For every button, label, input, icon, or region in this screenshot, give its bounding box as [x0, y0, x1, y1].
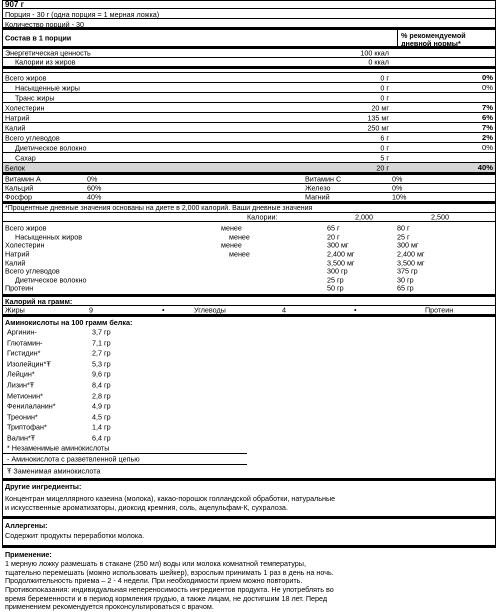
daily-value-2000: 65 г — [327, 223, 340, 233]
calories-row — [3, 213, 495, 222]
vitamin-value: 0% — [87, 174, 98, 184]
daily-values-note: *Процентные дневные значения основаны на диете в 2,000 калорий. Ваши дневные значения — [3, 204, 495, 213]
amino-value: 4,5 гр — [92, 412, 111, 422]
amino-name: Аргинин- — [7, 327, 37, 337]
nutrient-label: Калий — [5, 122, 26, 132]
daily-value-label: Всего жиров — [5, 223, 47, 233]
daily-value-2000: 2,400 мг — [327, 249, 355, 259]
nutrient-value: 0 г — [380, 82, 389, 92]
nutrient-label: Натрий — [5, 112, 30, 122]
cpg-protein-label: Протеин — [425, 305, 454, 315]
daily-value-2500: 30 гр — [397, 275, 414, 285]
nutrient-row — [3, 83, 495, 93]
nutrient-value: 20 г — [376, 162, 389, 172]
daily-value-row — [3, 284, 495, 293]
amino-value: 3,7 гр — [92, 327, 111, 337]
amino-row — [3, 380, 495, 391]
nutrient-row — [3, 103, 495, 113]
nutrient-row — [3, 133, 495, 143]
nutrient-label: Диетическое волокно — [15, 142, 87, 152]
amino-note-text: - Аминокислота с разветвленной цепью — [7, 454, 140, 464]
amino-note — [3, 443, 247, 454]
daily-value-row — [3, 276, 495, 285]
nutrient-row — [3, 153, 495, 163]
fat-calories-row — [3, 58, 495, 69]
nutrient-label: Транс жиры — [15, 92, 55, 102]
nutrients-list — [3, 73, 495, 175]
amino-name: Лейцин* — [7, 369, 35, 379]
other-ingredients-title: Другие ингредиенты: — [5, 482, 82, 492]
daily-value-2500: 2,400 мг — [397, 249, 425, 259]
nutrient-pct: 0% — [482, 82, 493, 92]
energy-value: 100 ккал — [360, 48, 389, 58]
vitamin-value: 60% — [87, 183, 102, 193]
amino-name: Лизин*Ŧ — [7, 380, 35, 390]
daily-value-2500: 300 мг — [397, 240, 419, 250]
usage-line: Продолжительность приема – 2 - 4 недели. При необходимости прием можно повторить. — [5, 576, 303, 586]
daily-value-label: Всего углеводов — [5, 266, 60, 276]
amino-row — [3, 390, 495, 401]
daily-value-row — [3, 233, 495, 242]
usage-line: применением рекомендуется проконсультироваться с врачом. — [5, 602, 214, 612]
nutrient-row — [3, 123, 495, 133]
amino-row — [3, 348, 495, 359]
table-header — [3, 30, 495, 49]
nutrient-label: Всего углеводов — [5, 132, 60, 142]
vitamin-value: 40% — [87, 192, 102, 202]
allergens-section — [3, 519, 495, 548]
usage-line: Противопоказания: индивидуальная непереносимость ингредиентов продукта. Не употреблять во — [5, 585, 334, 595]
daily-value-2500: 65 гр — [397, 283, 414, 293]
daily-value-2000: 3,500 мг — [327, 258, 355, 268]
amino-section — [3, 317, 495, 482]
daily-value-2000: 300 гр — [327, 266, 348, 276]
calories-2500: 2,500 — [431, 212, 449, 222]
daily-value-label: Калий — [5, 258, 26, 268]
amino-value: 7,1 гр — [92, 338, 111, 348]
vitamin-row — [3, 184, 495, 193]
pct-heading-line1: % рекомендуемой — [401, 31, 466, 40]
amino-name: Гистидин* — [7, 348, 41, 358]
nutrient-pct: 0% — [482, 142, 493, 152]
usage-text — [5, 560, 495, 612]
vitamin-value: 0% — [392, 183, 403, 193]
nutrient-value: 0 г — [380, 92, 389, 102]
daily-value-2000: 300 мг — [327, 240, 349, 250]
amino-row — [3, 412, 495, 423]
amino-row — [3, 369, 495, 380]
amino-value: 8,4 гр — [92, 380, 111, 390]
nutrient-row — [3, 93, 495, 103]
amino-value: 2,8 гр — [92, 391, 111, 401]
nutrient-pct: 0% — [482, 72, 493, 82]
energy-label: Энергетическая ценность — [5, 48, 91, 58]
vitamin-label: Кальций — [5, 183, 34, 193]
nutrient-row — [3, 143, 495, 153]
amino-name: Изолейцин*Ŧ — [7, 359, 51, 369]
amino-note-text: Ŧ Заменимая аминокислота — [7, 466, 101, 476]
amino-name: Триптофан* — [7, 422, 47, 432]
amino-row — [3, 433, 495, 444]
daily-value-row — [3, 258, 495, 267]
daily-value-2500: 375 гр — [397, 266, 418, 276]
allergens-title: Аллергены: — [5, 521, 48, 531]
amino-note — [3, 465, 495, 476]
amino-name: Валин*Ŧ — [7, 433, 36, 443]
serving-size: Порция - 30 г (одна порция = 1 мерная ложка) — [3, 9, 495, 19]
calories-per-gram-title: Калорий на грамм: — [3, 297, 495, 306]
vitamin-value: 0% — [392, 174, 403, 184]
nutrient-value: 20 мг — [371, 102, 389, 112]
nutrient-value: 6 г — [380, 132, 389, 142]
nutrition-label — [2, 0, 496, 612]
calories-2000: 2,000 — [355, 212, 373, 222]
vitamin-label: Витамин А — [5, 174, 41, 184]
energy-row — [3, 49, 495, 58]
nutrient-value: 0 г — [380, 72, 389, 82]
nutrient-value: 5 г — [380, 152, 389, 162]
composition-heading: Состав в 1 порции — [5, 33, 72, 43]
other-ingredients-section — [3, 481, 495, 519]
nutrient-label: Всего жиров — [5, 72, 47, 82]
amino-row — [3, 422, 495, 433]
other-ingredients-line-2: и искусственные ароматизаторы, диоксид кремния, соль, ацелульфам-К, сухралоза. — [5, 503, 288, 513]
nutrient-row — [3, 163, 495, 175]
amino-name: Глютамин- — [7, 338, 43, 348]
amino-value: 9,6 гр — [92, 369, 111, 379]
usage-line: 1 мерную ложку размешать в стакане (250 мл) воды или молока комнатной температуры, — [5, 559, 306, 569]
daily-value-qualifier: менее — [221, 240, 242, 250]
amino-notes — [3, 443, 495, 476]
nutrient-label: Насыщенные жиры — [15, 82, 80, 92]
cpg-dot-1: • — [162, 305, 165, 315]
amino-value: 5,3 гр — [92, 359, 111, 369]
amino-note — [3, 454, 247, 465]
daily-values-table — [3, 222, 495, 297]
vitamin-label: Железо — [305, 183, 331, 193]
amino-value: 4,9 гр — [92, 401, 111, 411]
usage-section — [3, 548, 495, 612]
vitamin-row — [3, 175, 495, 184]
nutrient-label: Белок — [5, 162, 25, 172]
usage-line: тщательно перемешать (можно использовать шейкер), взрослым принимать 1 раз в день на ночь. — [5, 567, 334, 577]
allergens-text: Содержит продукты переработки молока. — [5, 531, 145, 541]
vitamin-value: 10% — [392, 192, 407, 202]
daily-value-label: Диетическое волокно — [15, 275, 87, 285]
nutrient-pct: 2% — [482, 132, 493, 142]
amino-value: 6,4 гр — [92, 433, 111, 443]
amino-name: Треонин* — [7, 412, 38, 422]
daily-value-2500: 3,500 мг — [397, 258, 425, 268]
cpg-dot-2: • — [354, 305, 357, 315]
nutrient-pct: 7% — [482, 122, 493, 132]
usage-line: время беременности и в период кормления грудью, а также лицам, не достигшим 18 лет. Перед — [5, 593, 328, 603]
fat-calories-label: Калории из жиров — [15, 57, 76, 67]
nutrient-row — [3, 73, 495, 83]
servings-count: Количество порций - 30 — [3, 19, 495, 30]
daily-value-2000: 50 гр — [327, 283, 344, 293]
daily-value-2000: 25 гр — [327, 275, 344, 285]
nutrient-value: 250 мг — [367, 122, 389, 132]
amino-row — [3, 359, 495, 370]
daily-value-label: Холестерин — [5, 240, 45, 250]
vitamins-list — [3, 175, 495, 204]
daily-value-2500: 80 г — [397, 223, 410, 233]
other-ingredients-line-1: Концентран мицеллярного казеина (молока), какао-порошок голландской обработки, натуральные — [5, 494, 336, 504]
calories-per-gram-row — [3, 306, 495, 317]
nutrient-pct: 6% — [482, 112, 493, 122]
daily-value-qualifier: менее — [229, 249, 250, 259]
product-weight: 907 г — [3, 1, 495, 9]
amino-list — [3, 327, 495, 444]
daily-value-2000: 20 г — [327, 232, 340, 242]
calories-label: Калории: — [247, 212, 278, 222]
vitamin-label: Магний — [305, 192, 330, 202]
usage-title: Применение: — [5, 550, 52, 560]
amino-name: Метионин* — [7, 391, 43, 401]
nutrient-pct: 40% — [477, 162, 493, 172]
nutrient-label: Сахар — [15, 152, 36, 162]
cpg-fat-value: 9 — [89, 305, 93, 315]
daily-value-qualifier: менее — [221, 223, 242, 233]
pct-heading-line2: дневной нормы* — [401, 39, 461, 48]
amino-title: Аминокислоты на 100 грамм белка: — [5, 317, 133, 327]
amino-row — [3, 337, 495, 348]
cpg-carb-value: 4 — [282, 305, 286, 315]
nutrient-row — [3, 113, 495, 123]
daily-value-qualifier: менее — [229, 232, 250, 242]
amino-row — [3, 401, 495, 412]
amino-name: Фенилаланин* — [7, 401, 56, 411]
cpg-carb-label: Углеводы — [194, 305, 226, 315]
amino-note-text: * Незаменимые аминокислоты — [7, 443, 110, 453]
amino-value: 1,4 гр — [92, 422, 111, 432]
daily-value-2500: 25 г — [397, 232, 410, 242]
nutrient-pct: 7% — [482, 102, 493, 112]
nutrient-label: Холестерин — [5, 102, 45, 112]
fat-calories-value: 0 ккал — [368, 57, 389, 67]
nutrient-value: 0 г — [380, 142, 389, 152]
vitamin-label: Витамин С — [305, 174, 342, 184]
amino-value: 2,7 гр — [92, 348, 111, 358]
vitamin-row — [3, 193, 495, 204]
amino-row — [3, 327, 495, 338]
nutrient-value: 135 мг — [367, 112, 389, 122]
daily-value-label: Натрий — [5, 249, 30, 259]
daily-value-label: Протеин — [5, 283, 34, 293]
vitamin-label: Фосфор — [5, 192, 32, 202]
cpg-fat-label: Жиры — [5, 305, 25, 315]
daily-value-label: Насыщенных жиров — [15, 232, 83, 242]
